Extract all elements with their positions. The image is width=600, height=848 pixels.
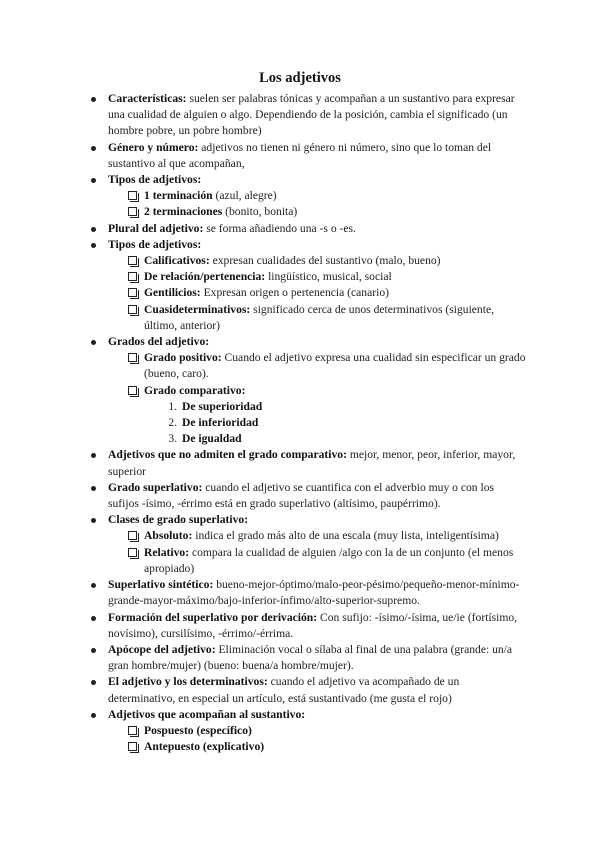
sub-item-text: indica el grado más alto de una escala (muy lista, inteligentísima)	[192, 529, 499, 543]
checkbox-bullet-icon	[128, 548, 137, 557]
sub-list	[108, 723, 526, 755]
item-label: Superlativo sintético:	[108, 578, 214, 592]
sub-item-label: Calificativos:	[144, 254, 210, 268]
item-text: cuando el adjetivo va acompañado de un determinativo, en especial un artículo, está sustantivado (me gusta el rojo)	[108, 675, 460, 705]
item-label: El adjetivo y los determinativos:	[108, 675, 268, 689]
list-item	[86, 707, 526, 756]
item-label: Formación del superlativo por derivación:	[108, 610, 318, 624]
checkbox-bullet-icon	[128, 272, 137, 281]
item-label: Adjetivos que no admiten el grado comparativo:	[108, 448, 347, 462]
numbered-item-label: De igualdad	[182, 432, 242, 446]
sub-item-text: Cuando el adjetivo expresa una cualidad sin especificar un grado (bueno, caro).	[144, 351, 526, 381]
item-label: Tipos de adjetivos:	[108, 237, 202, 251]
item-label: Apócope del adjetivo:	[108, 642, 216, 656]
sub-item-label: Grado positivo:	[144, 351, 222, 365]
item-text: suelen ser palabras tónicas y acompañan a un sustantivo para expresar una cualidad de alguien o algo. Dependiendo de la posición, cambia el significado (un hombre pobre, un pobre hombre)	[108, 92, 515, 138]
list-item	[86, 577, 526, 609]
item-text: adjetivos no tienen ni género ni número, sino que lo toman del sustantivo al que acompañan,	[108, 140, 492, 170]
list-item	[86, 140, 526, 172]
checkbox-bullet-icon	[128, 191, 137, 200]
sub-item-text: (bonito, bonita)	[222, 205, 298, 219]
main-list	[86, 91, 526, 755]
sub-item-text: lingüístico, musical, social	[265, 270, 392, 284]
list-item	[86, 237, 526, 334]
list-item	[86, 172, 526, 221]
item-label: Clases de grado superlativo:	[108, 513, 249, 527]
sub-item-text: compara la cualidad de alguien /algo con la de un conjunto (el menos apropiado)	[144, 545, 514, 575]
list-item	[86, 221, 526, 237]
item-label: Grado superlativo:	[108, 480, 203, 494]
item-text: bueno-mejor-óptimo/malo-peor-pésimo/pequeño-menor-mínimo-grande-mayor-máximo/bajo-inferior-ínfimo/alto-superior-supremo.	[108, 578, 520, 608]
sub-item-text: Expresan origen o pertenencia (canario)	[200, 286, 389, 300]
item-text: se forma añadiendo una -s o -es.	[203, 221, 356, 235]
sub-list-item	[128, 302, 526, 334]
list-item	[86, 480, 526, 512]
sub-list-item	[128, 545, 526, 577]
numbered-list-item	[180, 431, 526, 447]
item-text: Eliminación vocal o sílaba al final de una palabra (grande: un/a gran hombre/mujer) (bueno: buena/a hombre/mujer).	[108, 642, 513, 673]
checkbox-bullet-icon	[128, 353, 137, 362]
item-label: Características:	[108, 92, 187, 105]
sub-list-item	[128, 204, 526, 220]
list-item	[86, 610, 526, 642]
numbered-list-item	[180, 415, 526, 431]
sub-item-label: Absoluto:	[144, 529, 193, 543]
numbered-list-item	[180, 399, 526, 415]
sub-item-label: Relativo:	[144, 545, 190, 559]
checkbox-bullet-icon	[128, 256, 137, 265]
sub-list-item	[128, 723, 526, 739]
item-label: Adjetivos que acompañan al sustantivo:	[108, 707, 306, 721]
checkbox-bullet-icon	[128, 305, 137, 314]
sub-item-label: 1 terminación	[144, 189, 213, 203]
item-text: cuando el adjetivo se cuantifica con el adverbio muy o con los sufijos -ísimo, -érrimo está en grado superlativo (altísimo, paupérrimo).	[108, 480, 495, 511]
item-label: Plural del adjetivo:	[108, 221, 204, 235]
sub-item-label: Gentilicios:	[144, 286, 201, 300]
sub-list-item	[128, 528, 526, 544]
sub-item-text: expresan cualidades del sustantivo (malo, bueno)	[209, 254, 441, 268]
sub-item-text: significado cerca de unos determinativos (siguiente, último, anterior)	[144, 302, 494, 332]
sub-item-label: De relación/pertenencia:	[144, 270, 266, 284]
sub-list-item	[128, 285, 526, 301]
checkbox-bullet-icon	[128, 742, 137, 751]
sub-list	[108, 253, 526, 334]
sub-list-item	[128, 188, 526, 204]
list-item	[86, 512, 526, 577]
sub-list	[108, 350, 526, 447]
checkbox-bullet-icon	[128, 386, 137, 395]
checkbox-bullet-icon	[128, 726, 137, 735]
sub-list	[108, 188, 526, 220]
sub-list-item	[128, 739, 526, 755]
sub-item-label: Pospuesto (específico)	[144, 723, 252, 737]
list-item	[86, 91, 526, 140]
checkbox-bullet-icon	[128, 288, 137, 297]
item-label: Grados del adjetivo:	[108, 335, 210, 349]
item-label: Tipos de adjetivos:	[108, 173, 202, 187]
sub-item-label: Cuasideterminativos:	[144, 302, 251, 316]
list-item	[86, 447, 526, 479]
numbered-item-label: De superioridad	[182, 399, 263, 413]
sub-item-label: Grado comparativo:	[144, 383, 246, 397]
checkbox-bullet-icon	[128, 531, 137, 540]
sub-list-item	[128, 269, 526, 285]
sub-list-item	[128, 350, 526, 382]
sub-list-item	[128, 383, 526, 448]
notes-content	[86, 91, 526, 755]
sub-item-text: (azul, alegre)	[212, 189, 277, 203]
sub-item-label: Antepuesto (explicativo)	[144, 740, 265, 754]
item-text: Con sufijo: -ísimo/-ísima, ue/ie (fortísimo, novísimo), cursilísimo, -érrimo/-érrima.	[108, 610, 518, 640]
item-label: Género y número:	[108, 140, 199, 154]
list-item	[86, 674, 526, 706]
list-item	[86, 642, 526, 674]
item-text: mejor, menor, peor, inferior, mayor, superior	[108, 448, 516, 478]
page-title: Los adjetivos	[259, 70, 341, 86]
checkbox-bullet-icon	[128, 207, 137, 216]
sub-item-label: 2 terminaciones	[144, 205, 223, 219]
numbered-list	[144, 399, 526, 448]
sub-list	[108, 528, 526, 577]
numbered-item-label: De inferioridad	[182, 416, 259, 430]
sub-list-item	[128, 253, 526, 269]
list-item	[86, 334, 526, 447]
